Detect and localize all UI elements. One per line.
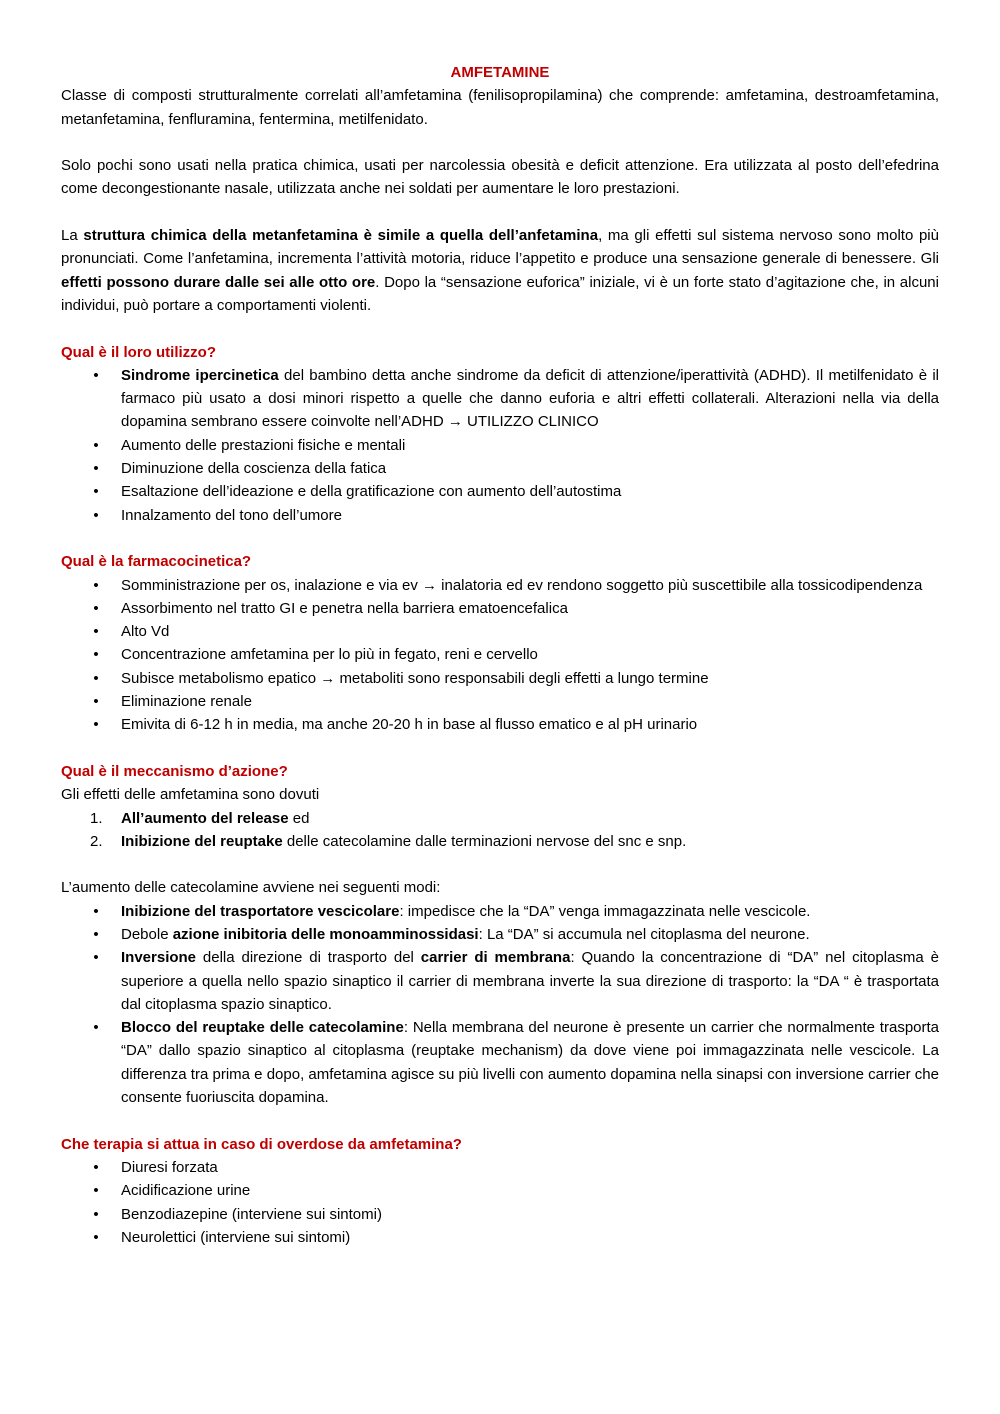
list-item <box>61 364 939 434</box>
bullet-icon <box>90 574 102 597</box>
item-text: : Nella membrana del neurone è presente un carrier che normalmente trasporta “DA” dallo spazio sinaptico al citoplasma (reuptake mechanism) da dove viene poi immagazzinata nelle vescicole. La differenza tra prima e dopo, amfetamina agisce su più livelli con aumento dopamina nella sinapsi con inversione carrier che consente fuoriuscita dopamina. <box>121 1019 940 1107</box>
list-item <box>61 1203 939 1226</box>
spacer <box>61 853 939 876</box>
bullet-icon <box>90 620 102 643</box>
list-item <box>61 620 939 643</box>
heading-farmacocinetica: Qual è la farmacocinetica? <box>61 553 252 571</box>
bullet-icon <box>90 1203 102 1226</box>
item-bold: Inibizione del trasportatore vescicolare <box>121 902 400 920</box>
bullet-icon <box>90 713 102 736</box>
list-item <box>61 434 939 457</box>
bullet-icon <box>90 690 102 713</box>
item-text: Neurolettici (interviene sui sintomi) <box>121 1228 351 1246</box>
list-item <box>61 597 939 620</box>
spacer <box>61 131 939 154</box>
terapia-list <box>61 1156 939 1249</box>
intro-paragraph-3 <box>61 224 939 317</box>
modi-intro: L’aumento delle catecolamine avviene nei seguenti modi: <box>61 879 441 897</box>
item-bold-2: carrier di membrana <box>420 949 571 967</box>
list-item <box>61 923 939 946</box>
list-item <box>61 946 939 1016</box>
bullet-icon <box>90 480 102 503</box>
item-text: Diminuzione della coscienza della fatica <box>121 460 387 478</box>
item-text: Aumento delle prestazioni fisiche e mentali <box>121 436 406 454</box>
item-bold: All’aumento del release <box>121 809 289 827</box>
list-item <box>61 1226 939 1249</box>
item-text: ed <box>288 809 310 827</box>
item-number: 1. <box>90 809 103 827</box>
item-text: Innalzamento del tono dell’umore <box>121 506 342 524</box>
intro-paragraph-1: Classe di composti strutturalmente correlati all’amfetamina (fenilisopropilamina) che comprende: amfetamina, destroamfetamina, metanfetamina, fenfluramina, fentermina, metilfenidato. <box>61 87 939 128</box>
list-item <box>61 667 939 690</box>
item-text: Somministrazione per os, inalazione e via ev → inalatoria ed ev rendono soggetto più suscettibile alla tossicodipendenza <box>121 576 923 594</box>
bullet-icon <box>90 434 102 457</box>
meccanismo-numbered-list <box>61 807 939 854</box>
spacer <box>61 317 939 340</box>
bullet-icon <box>90 1016 102 1039</box>
bullet-icon <box>90 1179 102 1202</box>
bullet-icon <box>90 667 102 690</box>
list-item <box>61 713 939 736</box>
utilizzo-list <box>61 364 939 527</box>
bullet-icon <box>90 643 102 666</box>
list-item <box>61 1156 939 1179</box>
item-bold: Sindrome ipercinetica <box>121 366 279 384</box>
item-pre: Debole <box>121 925 173 943</box>
bullet-icon <box>90 1226 102 1249</box>
heading-terapia: Che terapia si attua in caso di overdose da amfetamina? <box>61 1135 462 1153</box>
item-text: Diuresi forzata <box>121 1158 218 1176</box>
item-text: Eliminazione renale <box>121 693 252 711</box>
list-item <box>61 457 939 480</box>
p3-bold-a: struttura chimica della metanfetamina è simile a quella dell’anfetamina <box>83 227 599 245</box>
heading-utilizzo: Qual è il loro utilizzo? <box>61 343 217 361</box>
item-text: Esaltazione dell’ideazione e della gratificazione con aumento dell’autostima <box>121 483 622 501</box>
item-text: Assorbimento nel tratto GI e penetra nella barriera ematoencefalica <box>121 599 568 617</box>
numbered-item <box>61 807 939 830</box>
heading-meccanismo: Qual è il meccanismo d’azione? <box>61 762 288 780</box>
item-text: Emivita di 6-12 h in media, ma anche 20-20 h in base al flusso ematico e al pH urinario <box>121 716 698 734</box>
item-bold: Blocco del reuptake delle catecolamine <box>121 1019 404 1037</box>
list-item <box>61 480 939 503</box>
item-mid: della direzione di trasporto del <box>196 949 421 967</box>
item-text: Alto Vd <box>121 623 170 641</box>
list-item <box>61 900 939 923</box>
bullet-icon <box>90 504 102 527</box>
item-text: : La “DA” si accumula nel citoplasma del neurone. <box>478 925 810 943</box>
bullet-icon <box>90 900 102 923</box>
bullet-icon <box>90 457 102 480</box>
item-text: Subisce metabolismo epatico → metaboliti sono responsabili degli effetti a lungo termine <box>121 669 709 687</box>
p3-text-b: , ma gli effetti sul sistema nervoso sono molto più pronunciati. Come l’anfetamina, incrementa l’attività motoria, riduce l’appetito e produce una sensazione generale di benessere. Gli <box>61 227 939 268</box>
item-bold: Inibizione del reuptake <box>121 832 283 850</box>
item-text: delle catecolamine dalle terminazioni nervose del snc e snp. <box>282 832 687 850</box>
item-text: : impedisce che la “DA” venga immagazzinata nelle vescicole. <box>399 902 811 920</box>
bullet-icon <box>90 946 102 969</box>
numbered-item <box>61 830 939 853</box>
document-title: AMFETAMINE <box>450 64 550 81</box>
p3-text-a: La <box>61 227 84 245</box>
p3-text-c: . Dopo la “sensazione euforica” iniziale, vi è un forte stato d’agitazione che, in alcuni individui, può portare a comportamenti violenti. <box>61 273 939 314</box>
item-bold: Inversione <box>121 949 197 967</box>
item-text: : Quando la concentrazione di “DA” nel citoplasma è superiore a quella nello spazio sinaptico il carrier di membrana inverte la sua direzione di trasporto: la “DA “ è trasportata dal citoplasma spazio sinaptico. <box>121 949 939 1013</box>
item-number: 2. <box>90 832 103 850</box>
spacer <box>61 1109 939 1132</box>
item-text: del bambino detta anche sindrome da deficit di attenzione/iperattività (ADHD). Il metilfenidato è il farmaco più usato a dosi minori rispetto a quelle che danno euforia e altri effetti collaterali. Alterazioni nella via della dopamina sembrano essere coinvolte nell’ADHD → UTILIZZO CLINICO <box>121 366 939 431</box>
item-text: Concentrazione amfetamina per lo più in fegato, reni e cervello <box>121 646 538 664</box>
meccanismo-intro: Gli effetti delle amfetamina sono dovuti <box>61 786 320 804</box>
item-text: Acidificazione urine <box>121 1182 251 1200</box>
document-page <box>61 61 939 1249</box>
list-item <box>61 574 939 597</box>
bullet-icon <box>90 1156 102 1179</box>
list-item <box>61 643 939 666</box>
bullet-icon <box>90 597 102 620</box>
modi-list <box>61 900 939 1110</box>
spacer <box>61 527 939 550</box>
list-item <box>61 690 939 713</box>
spacer <box>61 737 939 760</box>
list-item <box>61 1179 939 1202</box>
spacer <box>61 201 939 224</box>
list-item <box>61 504 939 527</box>
intro-paragraph-2: Solo pochi sono usati nella pratica chimica, usati per narcolessia obesità e deficit attenzione. Era utilizzata al posto dell’efedrina come decongestionante nasale, utilizzata anche nei soldati per aumentare le loro prestazioni. <box>61 157 939 198</box>
list-item <box>61 1016 939 1109</box>
p3-bold-b: effetti possono durare dalle sei alle otto ore <box>61 273 376 291</box>
bullet-icon <box>90 923 102 946</box>
item-bold: azione inibitoria delle monoamminossidasi <box>172 925 479 943</box>
bullet-icon <box>90 364 102 387</box>
farmacocinetica-list <box>61 574 939 737</box>
item-text: Benzodiazepine (interviene sui sintomi) <box>121 1205 382 1223</box>
